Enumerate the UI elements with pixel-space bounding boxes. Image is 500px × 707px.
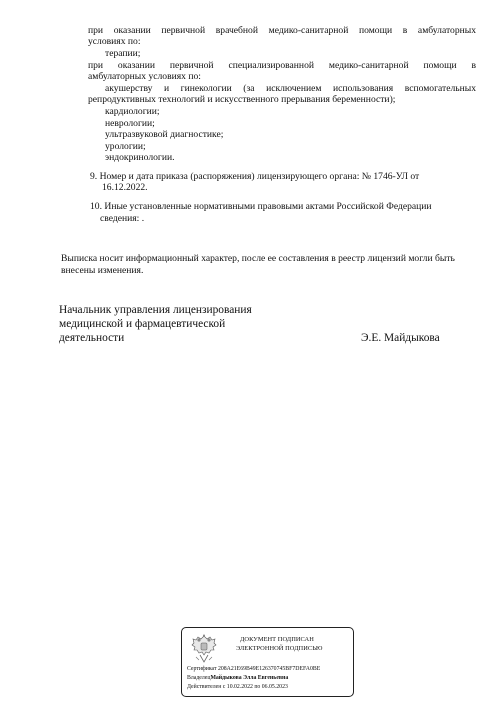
signatory-name: Э.Е. Майдыкова xyxy=(361,332,440,344)
specialized-intro: при оказании первичной специализированной медико-санитарной помощи в xyxy=(88,60,476,71)
service-item: урологии; xyxy=(105,141,146,152)
stamp-owner-line xyxy=(187,675,288,682)
service-item: ультразвуковой диагностике; xyxy=(105,129,224,140)
stamp-cert-value: 208A21E69B49E126370745BF7DEFA0BE xyxy=(217,666,321,672)
stamp-owner-label: Владелец xyxy=(187,675,211,681)
stamp-valid: Действителен с 10.02.2022 по 06.05.2023 xyxy=(187,684,288,690)
obstetrics-line1: акушерству и гинекологии (за исключением использования вспомогательных xyxy=(105,83,476,94)
obstetrics-line2: репродуктивных технологий и искусственного прерывания беременности); xyxy=(88,94,396,105)
coat-of-arms-icon xyxy=(190,633,218,665)
signatory-title-line2: медицинской и фармацевтической xyxy=(59,318,226,330)
primary-care-intro: при оказании первичной врачебной медико-санитарной помощи в амбулаторных xyxy=(88,25,476,36)
service-therapy: терапии; xyxy=(105,48,141,59)
notice-line2: внесены изменения. xyxy=(61,265,144,276)
stamp-owner-value: Майдыкова Элла Евгеньевна xyxy=(210,675,289,681)
electronic-signature-stamp xyxy=(181,627,354,697)
stamp-cert-line xyxy=(187,666,320,673)
signatory-title-line3: деятельности xyxy=(59,332,125,344)
service-item: неврологии; xyxy=(105,118,155,129)
item10-line2: сведения: . xyxy=(100,213,145,224)
service-item: эндокринологии. xyxy=(105,152,175,163)
stamp-heading1: ДОКУМЕНТ ПОДПИСАН xyxy=(240,636,314,643)
stamp-heading2: ЭЛЕКТРОННОЙ ПОДПИСЬЮ xyxy=(236,645,323,652)
item10-line1: 10. Иные установленные нормативными правовыми актами Российской Федерации xyxy=(90,201,432,212)
specialized-cont: амбулаторных условиях по: xyxy=(88,71,201,82)
primary-care-cont: условиях по: xyxy=(88,36,141,47)
signatory-title-line1: Начальник управления лицензирования xyxy=(59,304,252,316)
notice-line1: Выписка носит информационный характер, после ее составления в реестр лицензий могли быть xyxy=(61,253,455,264)
stamp-cert-label: Сертификат xyxy=(187,666,217,672)
item9-line2: 16.12.2022. xyxy=(102,182,148,193)
item9-line1: 9. Номер и дата приказа (распоряжения) лицензирующего органа: № 1746-УЛ от xyxy=(90,171,420,182)
service-item: кардиологии; xyxy=(105,106,160,117)
